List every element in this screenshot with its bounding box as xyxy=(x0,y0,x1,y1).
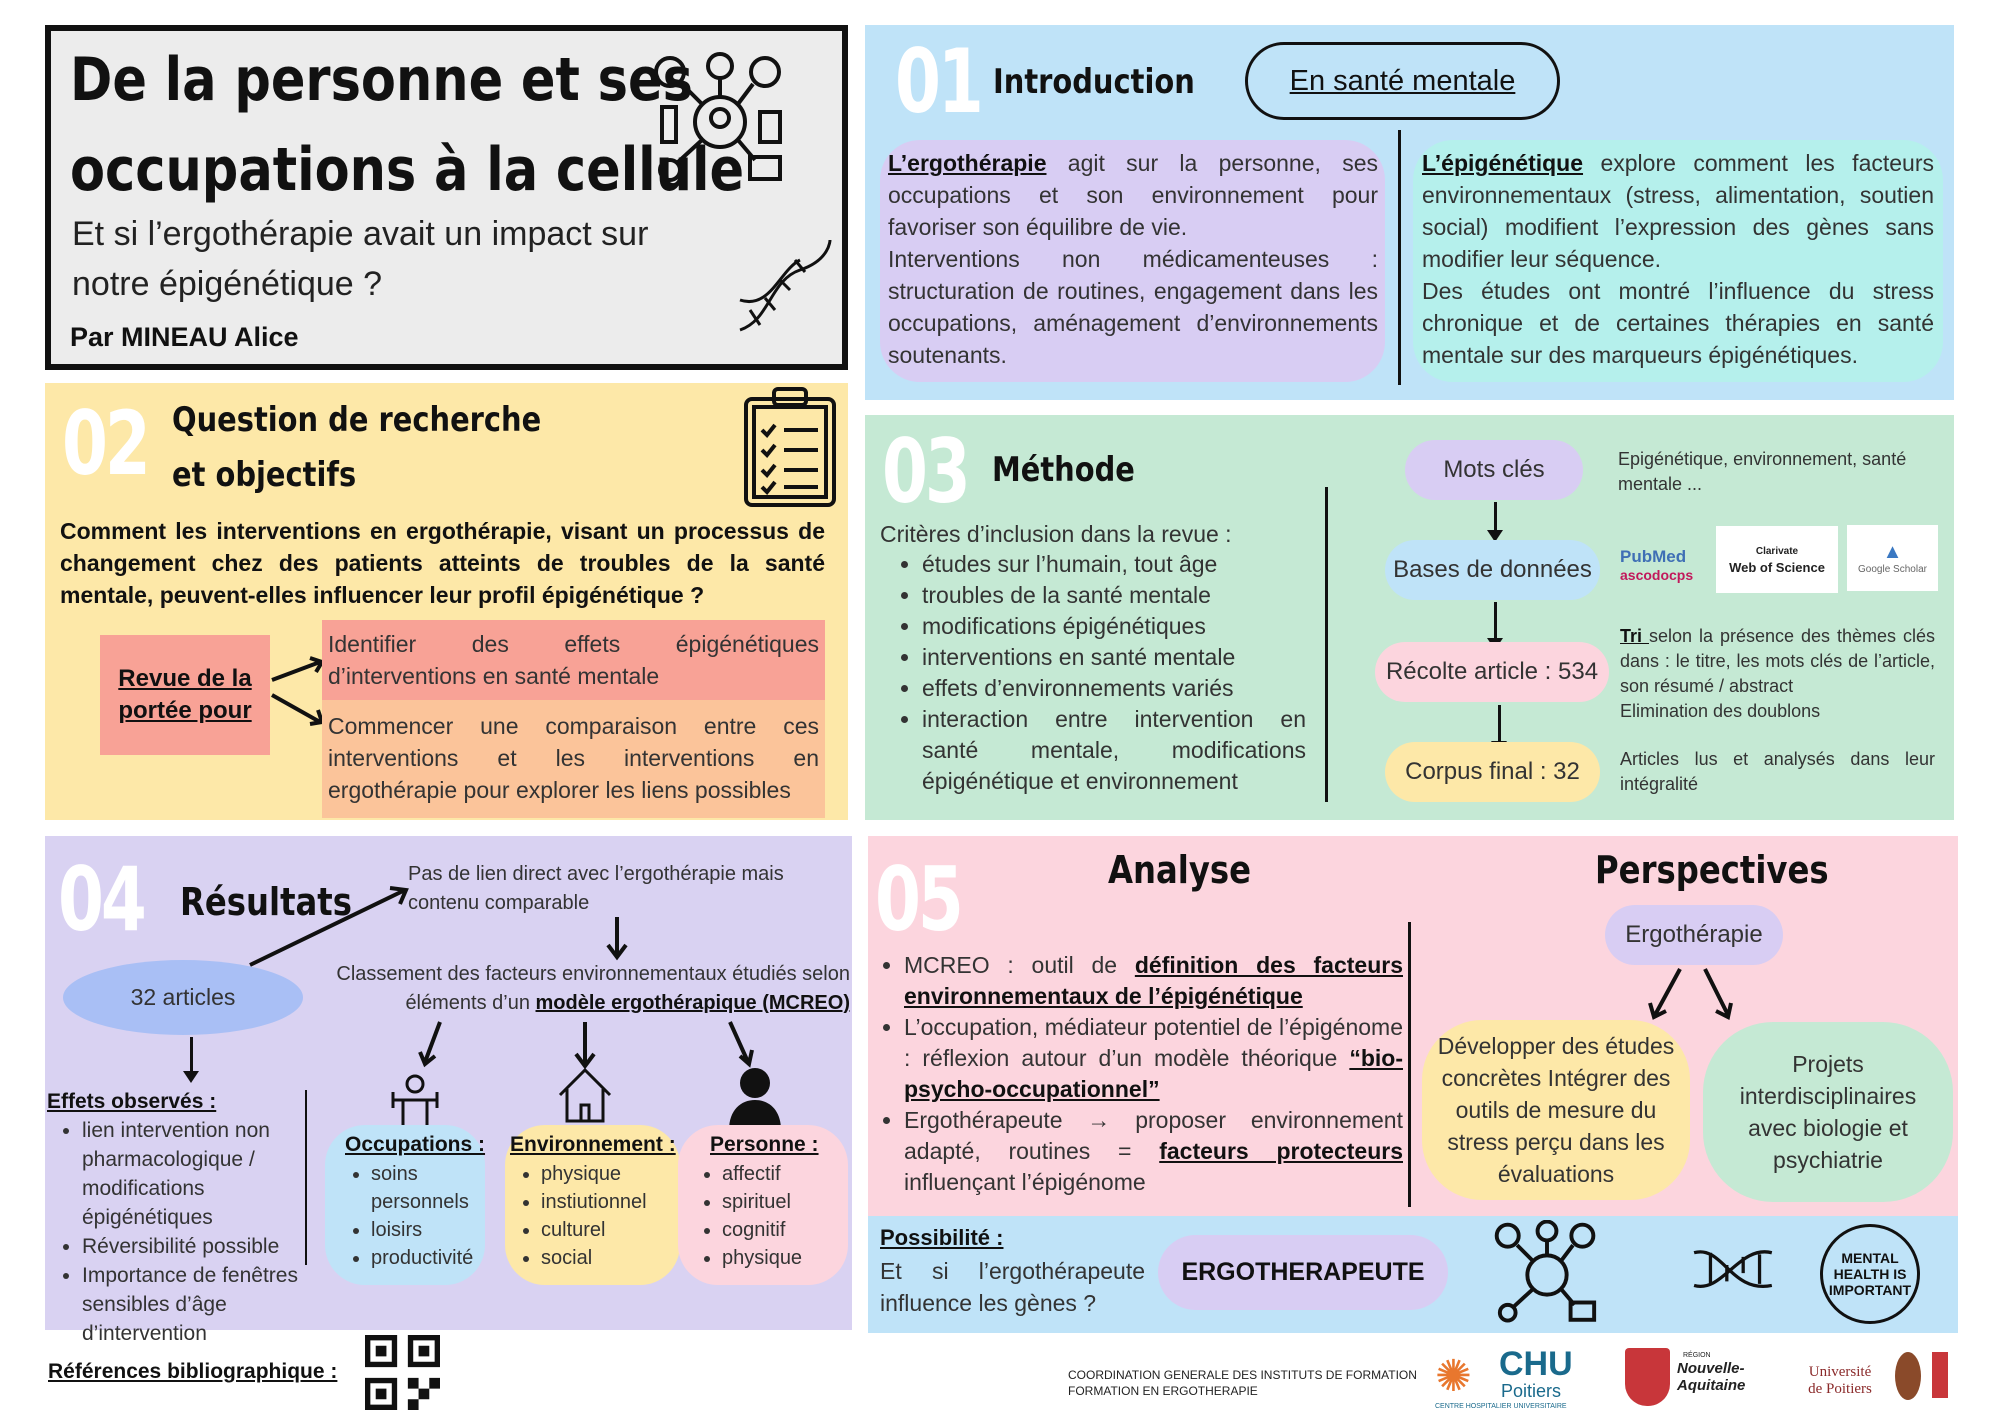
coordination-text xyxy=(1068,1367,1417,1399)
occupation-network-icon xyxy=(650,52,790,192)
objective-2: Commencer une comparaison entre ces interventions et les interventions en ergothérapie pour explorer les liens possibles xyxy=(322,700,825,818)
perspective-interdisciplinary xyxy=(1703,1022,1953,1202)
analysis-heading: Analyse xyxy=(1108,848,1252,892)
intro-divider xyxy=(1398,130,1401,385)
clipboard-checklist-icon xyxy=(742,385,838,510)
intro-epigenetique-text xyxy=(1422,147,1934,371)
universite-label: Université de Poitiers xyxy=(1808,1364,1872,1397)
tri-label: Tri xyxy=(1620,626,1649,646)
web-of-science-logo xyxy=(1716,526,1838,593)
term-epigenetique: L’épigénétique xyxy=(1422,150,1584,176)
scope-box xyxy=(100,635,270,755)
qr-code[interactable] xyxy=(365,1335,440,1410)
tri-desc: selon la présence des thèmes clés dans : le titre, les mots clés de l’article, son résumé / abstract xyxy=(1620,626,1935,696)
chu-starburst-icon: ✺ xyxy=(1435,1352,1472,1401)
google-scholar-label: Google Scholar xyxy=(1858,564,1927,575)
environnement-item: • physique xyxy=(541,1160,675,1188)
section-number-04: 04 xyxy=(58,848,144,951)
perspective-arrows xyxy=(1640,965,1750,1025)
region-shield-icon xyxy=(1625,1348,1670,1406)
region-name: Nouvelle-Aquitaine xyxy=(1677,1360,1746,1394)
perspective-studies xyxy=(1422,1020,1690,1200)
clarivate-label: Clarivate xyxy=(1755,545,1799,557)
step-collected: Récolte article : 534 xyxy=(1375,642,1609,702)
analysis-text: MCREO : outil de xyxy=(904,952,1135,978)
effect-item: • lien intervention non pharmacologique / modifications épigénétiques xyxy=(82,1116,306,1232)
criteria-item: • modifications épigénétiques xyxy=(922,611,1306,642)
objective-1: Identifier des effets épigénétiques d’interventions en santé mentale xyxy=(322,620,825,700)
poster-subtitle-2: notre épigénétique ? xyxy=(72,265,383,303)
environnement-item: • culturel xyxy=(541,1216,675,1244)
environnement-list xyxy=(505,1160,675,1272)
section-number-03: 03 xyxy=(882,420,968,523)
personne-list xyxy=(686,1160,846,1272)
analysis-list xyxy=(868,950,1403,1198)
poster-title-line2: occupations à la cellule xyxy=(70,135,745,205)
coordination-line2: FORMATION EN ERGOTHERAPIE xyxy=(1068,1384,1258,1398)
perspective-studies-text: Développer des études concrètes Intégrer des outils de mesure du stress perçu dans les évaluations xyxy=(1437,1033,1675,1187)
google-scholar-logo xyxy=(1847,525,1938,591)
person-icon xyxy=(725,1065,785,1130)
ergotherapeute-label: ERGOTHERAPEUTE xyxy=(1181,1258,1425,1286)
analysis-item xyxy=(904,950,1403,1012)
criteria-title: Critères d’inclusion dans la revue : xyxy=(880,521,1232,547)
mental-health-badge xyxy=(1245,42,1560,120)
keywords-text: Epigénétique, environnement, santé mentale ... xyxy=(1618,449,1907,494)
perspective-interdisciplinary-text: Projets interdisciplinaires avec biologie et psychiatrie xyxy=(1739,1051,1917,1173)
university-crest-icon xyxy=(1932,1352,1948,1398)
pubmed-logo xyxy=(1620,530,1710,600)
analysis-item xyxy=(904,1105,1403,1198)
analysis-divider xyxy=(1408,922,1411,1207)
epi-def: explore comment les facteurs environnementaux (stress, alimentation, soutien social) modifient l’expression des gènes sans modifier leur séquence. xyxy=(1422,150,1934,272)
section-number-05: 05 xyxy=(875,848,961,951)
ergo-def: agit sur la personne, ses occupations et son environnement pour favoriser son équilibre de vie. xyxy=(888,150,1378,240)
region-logo xyxy=(1625,1348,1755,1408)
criteria-list xyxy=(886,549,1306,797)
personne-item: • physique xyxy=(722,1244,846,1272)
poster-title-line1: De la personne et ses xyxy=(70,45,693,115)
personne-title: Personne : xyxy=(710,1133,819,1156)
possibility-text: Et si l’ergothérapeute influence les gènes ? xyxy=(880,1258,1145,1316)
step-arrow xyxy=(1494,502,1497,538)
universite-poitiers-logo xyxy=(1800,1352,1880,1410)
criteria-item: • études sur l’humain, tout âge xyxy=(922,549,1306,580)
region-small: RÉGION xyxy=(1683,1352,1711,1359)
criteria-item: • troubles de la santé mentale xyxy=(922,580,1306,611)
step-keywords: Mots clés xyxy=(1405,440,1583,500)
occupation-item: • loisirs xyxy=(371,1216,485,1244)
step-databases: Bases de données xyxy=(1385,540,1600,600)
final-read-text: Articles lus et analysés dans leur intégralité xyxy=(1620,749,1935,794)
research-question: Comment les interventions en ergothérapie, visant un processus de changement chez des patients atteints de troubles de la santé mentale, peuvent-elles influencer leur profil épigénétique ? xyxy=(60,518,825,608)
criteria-item: • effets d’environnements variés xyxy=(922,673,1306,704)
effects-arrow xyxy=(190,1037,193,1079)
mental-health-badge-text: MENTAL HEALTH IS IMPORTANT xyxy=(1820,1224,1920,1324)
analysis-text: influençant l’épigénome xyxy=(904,1169,1146,1195)
effects-title: Effets observés : xyxy=(47,1090,217,1113)
possibility-title: Possibilité : xyxy=(880,1225,1004,1250)
method-heading: Méthode xyxy=(992,450,1135,490)
perspectives-heading: Perspectives xyxy=(1595,848,1829,892)
ascodocps-label: ascodocps xyxy=(1620,567,1694,583)
author: Par MINEAU Alice xyxy=(70,322,299,352)
effects-list xyxy=(46,1116,306,1348)
occupation-item: • soins personnels xyxy=(371,1160,485,1216)
scope-arrows xyxy=(270,650,330,730)
environnement-item: • instiutionnel xyxy=(541,1188,675,1216)
mcreo-arrows xyxy=(410,1020,760,1070)
chu-city: Poitiers xyxy=(1501,1381,1562,1401)
ergotherapie-node: Ergothérapie xyxy=(1605,905,1783,965)
dna-icon xyxy=(730,230,840,340)
question-heading-1: Question de recherche xyxy=(172,400,542,440)
references-label[interactable]: Références bibliographique : xyxy=(48,1360,338,1383)
no-direct-link-text: Pas de lien direct avec l’ergothérapie mais contenu comparable xyxy=(408,863,784,914)
chu-poitiers-logo xyxy=(1435,1345,1580,1413)
classement-desc: Classement des facteurs environnementaux étudiés selon éléments d’un xyxy=(336,963,850,1014)
house-icon xyxy=(555,1065,615,1125)
section-number-02: 02 xyxy=(62,392,148,495)
mental-health-badge-logo xyxy=(1800,1218,1940,1330)
graduation-cap-icon: ▲ xyxy=(1882,541,1903,563)
chu-label: CHU xyxy=(1499,1345,1573,1383)
step-final-corpus: Corpus final : 32 xyxy=(1385,742,1600,802)
results-heading: Résultats xyxy=(180,880,352,924)
personne-item: • cognitif xyxy=(722,1216,846,1244)
dedup-text: Elimination des doublons xyxy=(1620,701,1821,721)
wos-label: Web of Science xyxy=(1729,559,1825,575)
epi-studies: Des études ont montré l’influence du stress chronique et de certaines thérapies en santé mentale sur des marqueurs épigénétiques. xyxy=(1422,278,1934,368)
effect-item: • Importance de fenêtres sensibles d’âge d’intervention xyxy=(82,1261,306,1348)
environnement-item: • social xyxy=(541,1244,675,1272)
occupation-network-icon-small xyxy=(1492,1220,1602,1330)
criteria-item: • interventions en santé mentale xyxy=(922,642,1306,673)
articles-ellipse xyxy=(63,960,303,1035)
term-ergotherapie: L’ergothérapie xyxy=(888,150,1047,176)
analysis-item xyxy=(904,1012,1403,1105)
personne-item: • affectif xyxy=(722,1160,846,1188)
intro-ergotherapie-text xyxy=(888,147,1378,371)
university-seal-icon xyxy=(1895,1352,1921,1400)
section-number-01: 01 xyxy=(895,30,981,133)
occupation-item: • productivité xyxy=(371,1244,485,1272)
articles-count: 32 articles xyxy=(130,984,236,1010)
personne-item: • spirituel xyxy=(722,1188,846,1216)
mental-health-badge-label: En santé mentale xyxy=(1289,64,1516,97)
poster-subtitle-1: Et si l’ergothérapie avait un impact sur xyxy=(72,215,649,253)
effect-item: • Réversibilité possible xyxy=(82,1232,306,1261)
chu-subtitle: CENTRE HOSPITALIER UNIVERSITAIRE xyxy=(1435,1403,1567,1410)
scope-label: Revue de la portée pour xyxy=(118,665,252,724)
criteria-item: • interaction entre intervention en santé mentale, modifications épigénétique et environnement xyxy=(922,704,1306,797)
person-occupation-icon xyxy=(385,1070,445,1130)
occupations-list xyxy=(335,1160,485,1272)
mcreo-model: modèle ergothérapique (MCREO) xyxy=(535,992,850,1014)
effects-divider xyxy=(305,1090,307,1265)
occupations-title: Occupations : xyxy=(345,1133,486,1156)
analysis-text: Ergothérapeute → proposer environnement adapté, routines = xyxy=(904,1107,1403,1164)
classement-text xyxy=(305,960,850,1018)
analysis-emphasis: définition des facteurs environnementaux de l’épigénétique xyxy=(904,952,1403,1009)
analysis-emphasis: facteurs protecteurs xyxy=(1159,1138,1403,1164)
ergo-interventions: Interventions non médicamenteuses : structuration de routines, engagement dans les occupations, aménagement d’environnements soutenants. xyxy=(888,246,1378,368)
ergotherapeute-cloud xyxy=(1158,1235,1448,1310)
coordination-line1: COORDINATION GENERALE DES INSTITUTS DE FORMATION xyxy=(1068,1368,1417,1382)
pubmed-label: PubMed xyxy=(1620,547,1687,566)
analysis-text: L’occupation, médiateur potentiel de l’épigénome : réflexion autour d’un modèle théorique xyxy=(904,1014,1403,1071)
environnement-title: Environnement : xyxy=(510,1133,676,1156)
tri-text xyxy=(1620,624,1935,724)
question-heading-2: et objectifs xyxy=(172,455,357,495)
method-divider xyxy=(1325,487,1328,802)
analysis-emphasis: “bio-psycho-occupationnel” xyxy=(904,1045,1403,1102)
intro-heading: Introduction xyxy=(993,62,1195,102)
dna-icon-small xyxy=(1685,1220,1785,1310)
step-arrow xyxy=(1494,602,1497,646)
